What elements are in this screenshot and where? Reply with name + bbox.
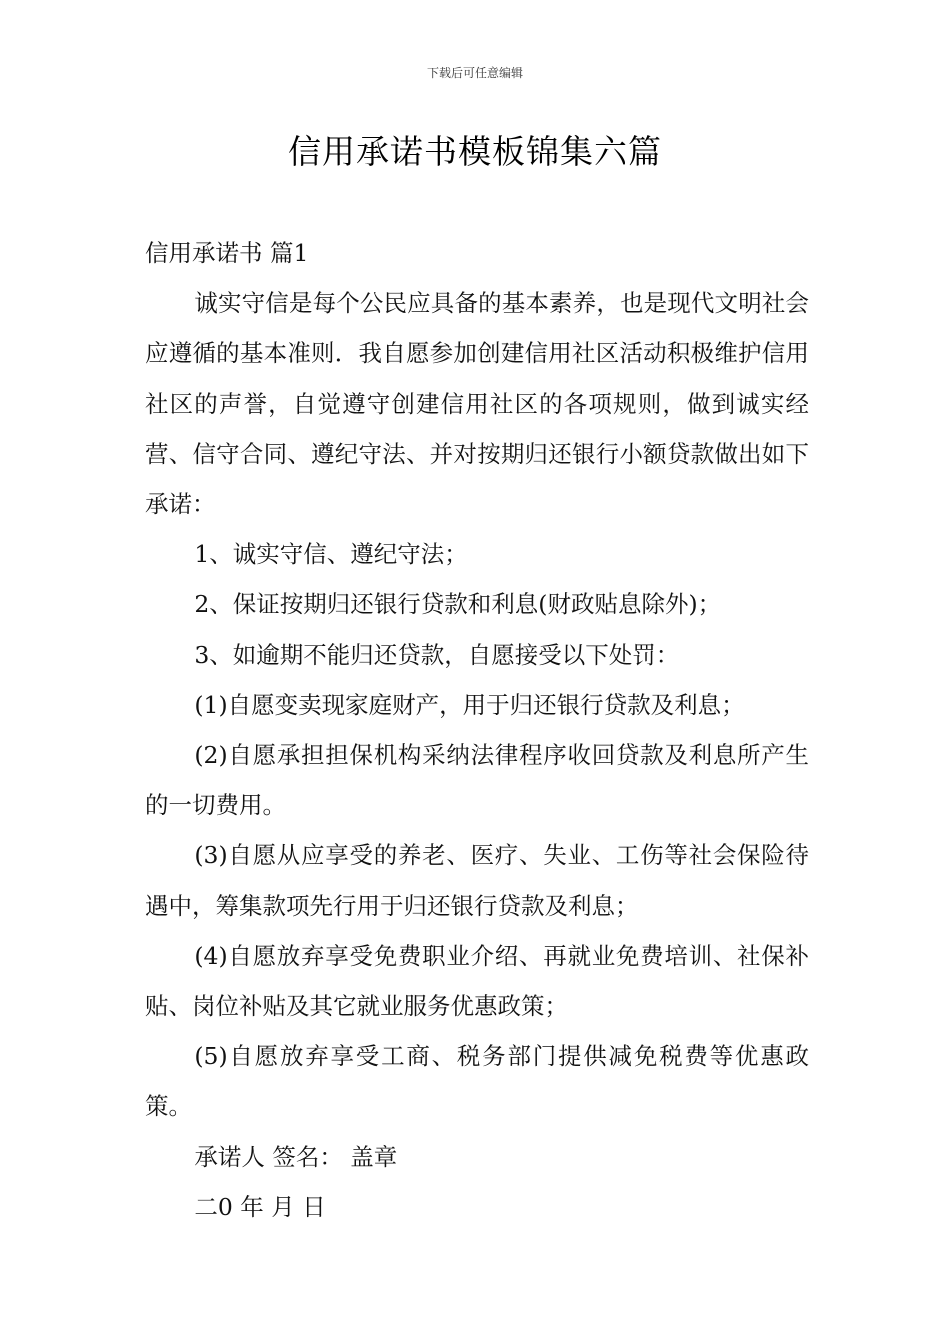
penalty-item-4: (4)自愿放弃享受免费职业介绍、再就业免费培训、社保补贴、岗位补贴及其它就业服务优惠政策；: [145, 941, 809, 1021]
penalty-item-1: (1)自愿变卖现家庭财产，用于归还银行贷款及利息；: [194, 690, 745, 719]
promise-item-1: 1、诚实守信、遵纪守法；: [194, 540, 468, 569]
promise-item-3: 3、如逾期不能归还贷款，自愿接受以下处罚：: [194, 640, 680, 669]
date-line: 二0 年 月 日: [194, 1192, 326, 1221]
penalty-item-2: (2)自愿承担担保机构采纳法律程序收回贷款及利息所产生的一切费用。: [145, 741, 809, 820]
section-heading: 信用承诺书 篇1: [145, 239, 309, 267]
promise-item-2: 2、保证按期归还银行贷款和利息(财政贴息除外)；: [194, 590, 722, 619]
header-note: 下载后可任意编辑: [426, 66, 523, 80]
penalty-item-5: (5)自愿放弃享受工商、税务部门提供减免税费等优惠政策。: [145, 1042, 809, 1121]
document-body: [145, 228, 809, 1232]
document-title: 信用承诺书模板锦集六篇: [288, 132, 662, 171]
intro-paragraph: 诚实守信是每个公民应具备的基本素养，也是现代文明社会应遵循的基本准则．我自愿参加创建信用社区活动积极维护信用社区的声誉，自觉遵守创建信用社区的各项规则，做到诚实经营、信守合同、遵纪守法、并对按期归还银行小额贷款做出如下承诺：: [145, 289, 809, 519]
penalty-item-3: (3)自愿从应享受的养老、医疗、失业、工伤等社会保险待遇中，筹集款项先行用于归还银行贷款及利息；: [145, 841, 809, 920]
signature-line: 承诺人 签名： 盖章: [194, 1142, 398, 1171]
